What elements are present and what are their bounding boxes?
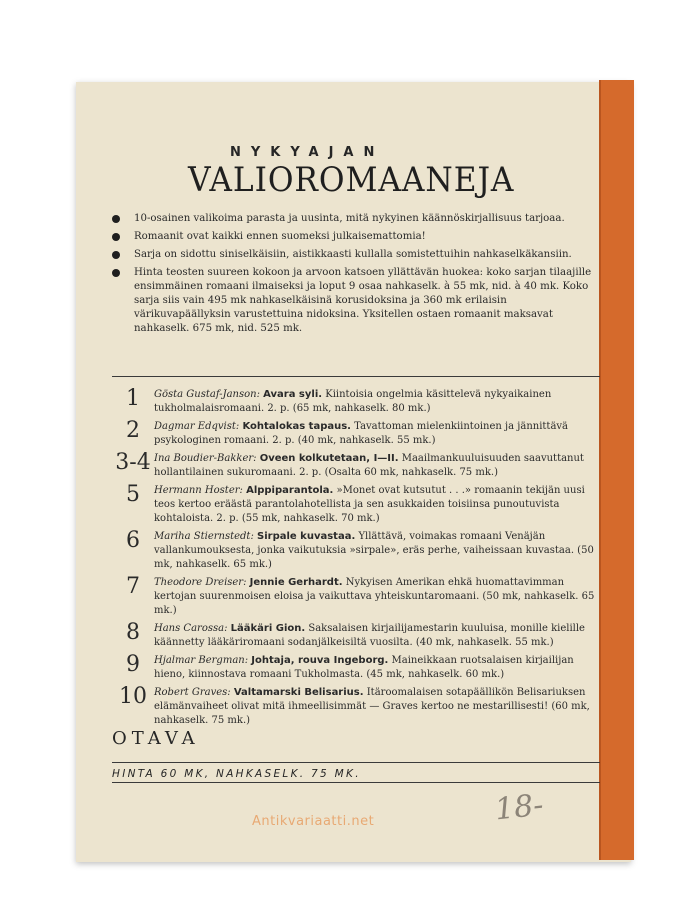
book-description: Itäroomalaisen sotapäällikön Belisariuksen elämänvaiheet olivat mitä ihmeellisimmät — Graves kertoo ne mestarillisesti! (60 mk, nahkaselk. 75 mk.) [154, 687, 590, 726]
book-author: Hermann Hoster: [154, 485, 243, 496]
bullet-text: Romaanit ovat kaikki ennen suomeksi julkaisemattomia! [134, 231, 426, 242]
book-entry [112, 452, 600, 480]
book-description: Saksalaisen kirjailijamestarin kuuluisa, monille kielille käännetty lääkäriromaani sodanjälkeisiltä vuosilta. (40 mk, nahkaselk. 55 mk.) [154, 623, 585, 648]
price-bottom-divider [112, 782, 600, 783]
bullet-dot-icon [112, 233, 120, 241]
book-author: Hans Carossa: [154, 623, 228, 634]
book-entry [112, 484, 600, 526]
book-description: Maailmankuuluisuuden saavuttanut hollantilainen sukuromaani. 2. p. (Osalta 60 mk, nahkaselk. 75 mk.) [154, 453, 584, 478]
book-spine [599, 80, 634, 860]
bullet-item [112, 212, 592, 226]
book-entry [112, 654, 600, 682]
book-number: 9 [126, 652, 140, 677]
bullet-text: Hinta teosten suureen kokoon ja arvoon katsoen yllättävän huokea: koko sarjan tilaajille ensimmäinen romaani ilmaiseksi ja loput 9 osaa nahkaselk. à 55 mk, nid. à 40 mk. Koko sarja siis vain 495 mk nahkaselkäisinä korusidoksina ja 360 mk erilaisin värikuvapäällyksin varustettuina nidoksina. Yksitellen ostaen romaanit maksavat nahkaselk. 675 mk, nid. 525 mk. [134, 267, 592, 334]
book-number: 10 [119, 684, 147, 709]
book-number: 7 [126, 574, 140, 599]
book-entry [112, 388, 600, 416]
book-number: 2 [126, 418, 140, 443]
book-author: Dagmar Edqvist: [154, 421, 240, 432]
book-author: Gösta Gustaf-Janson: [154, 389, 260, 400]
book-number: 5 [126, 482, 140, 507]
book-list [112, 388, 600, 732]
publisher-name: OTAVA [112, 728, 200, 749]
watermark: Antikvariaatti.net [252, 814, 375, 829]
book-description: Nykyisen Amerikan ehkä huomattavimman kertojan suurenmoisen eloisa ja vaikuttava yhteiskuntaromaani. (50 mk, nahkaselk. 65 mk.) [154, 577, 595, 616]
book-title: Alppiparantola. [246, 485, 334, 496]
series-eyebrow: NYKYAJAN [230, 145, 385, 160]
bullet-text: 10-osainen valikoima parasta ja uusinta, mitä nykyinen käännöskirjallisuus tarjoaa. [134, 213, 565, 224]
book-author: Ina Boudier-Bakker: [154, 453, 257, 464]
bullet-list [112, 212, 592, 340]
bullet-text: Sarja on sidottu siniselkäisiin, aistikkaasti kullalla somistettuihin nahkaselkäkansiin. [134, 249, 572, 260]
handwritten-price: 18- [493, 787, 546, 828]
book-title: Sirpale kuvastaa. [257, 531, 356, 542]
book-title: Oveen kolkutetaan, I—II. [259, 453, 399, 464]
book-number: 3-4 [115, 450, 151, 475]
book-entry [112, 420, 600, 448]
book-description: Tavattoman mielenkiintoinen ja jännittävä psykologinen romaani. 2. p. (40 mk, nahkaselk. 55 mk.) [154, 421, 569, 446]
book-title: Johtaja, rouva Ingeborg. [251, 655, 389, 666]
bullet-item [112, 230, 592, 244]
bullet-dot-icon [112, 251, 120, 259]
book-title: Valtamarski Belisarius. [233, 687, 364, 698]
book-description: Maineikkaan ruotsalaisen kirjailijan hieno, kiinnostava romaani Tukholmasta. (45 mk, nahkaselk. 60 mk.) [154, 655, 574, 680]
bullet-item [112, 266, 592, 336]
book-entry [112, 530, 600, 572]
book-entry [112, 576, 600, 618]
book-author: Theodore Dreiser: [154, 577, 247, 588]
bullet-dot-icon [112, 215, 120, 223]
book-author: Robert Graves: [154, 687, 231, 698]
divider [112, 376, 600, 377]
book-entry [112, 622, 600, 650]
book-author: Mariha Stiernstedt: [154, 531, 254, 542]
book-number: 1 [126, 386, 140, 411]
book-number: 6 [126, 528, 140, 553]
book-author: Hjalmar Bergman: [154, 655, 249, 666]
book-title: Lääkäri Gion. [230, 623, 306, 634]
book-number: 8 [126, 620, 140, 645]
book-description: Yllättävä, voimakas romaani Venäjän vallankumouksesta, jonka vaikutuksia »sirpale», eräs perhe, vaiheissaan kuvastaa. (50 mk, nahkaselk. 65 mk.) [154, 531, 594, 570]
bullet-item [112, 248, 592, 262]
book-title: Avara syli. [263, 389, 323, 400]
series-title: VALIOROMAANEJA [188, 160, 515, 200]
bullet-dot-icon [112, 269, 120, 277]
price-top-divider [112, 762, 600, 763]
price-line: HINTA 60 MK, NAHKASELK. 75 MK. [112, 768, 361, 780]
book-entry [112, 686, 600, 728]
book-title: Jennie Gerhardt. [249, 577, 343, 588]
book-title: Kohtalokas tapaus. [242, 421, 351, 432]
book-description: Kiintoisia ongelmia käsittelevä nykyaikainen tukholmalaisromaani. 2. p. (65 mk, nahkaselk. 80 mk.) [154, 389, 552, 414]
book-description: »Monet ovat kutsutut . . .» romaanin tekijän uusi teos kertoo eräästä parantolahotellista ja sen asukkaiden toisiinsa punoutuvista kohtaloista. 2. p. (55 mk, nahkaselk. 70 mk.) [154, 485, 585, 524]
